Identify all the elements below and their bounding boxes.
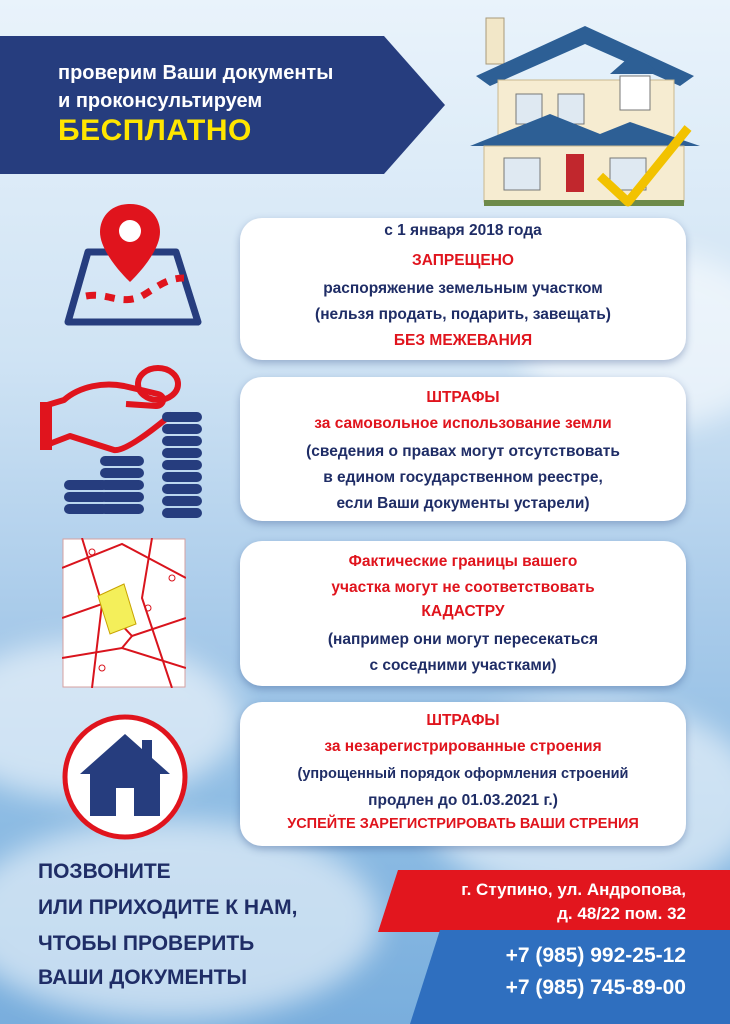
- phone-link-1[interactable]: +7 (985) 992-25-12: [505, 944, 686, 967]
- info-card-land-fines: [240, 377, 686, 521]
- card-line: если Ваши документы устарели): [336, 495, 590, 512]
- address-line-2: д. 48/22 пом. 32: [557, 904, 686, 923]
- card-line: Фактические границы вашего: [348, 553, 578, 570]
- house-circle-icon: [60, 712, 190, 842]
- card-line: (сведения о правах могут отсутствовать: [306, 443, 620, 460]
- card-line: ШТРАФЫ: [426, 389, 500, 406]
- card-line: УСПЕЙТЕ ЗАРЕГИСТРИРОВАТЬ ВАШИ СТРЕНИЯ: [287, 816, 639, 832]
- card-line: за самовольное использование земли: [314, 415, 612, 432]
- info-card-cadastre: [240, 541, 686, 686]
- cta-line: ПОЗВОНИТЕ: [38, 860, 171, 883]
- header-line-2: и проконсультируем: [58, 90, 263, 112]
- map-pin-icon: [58, 200, 208, 330]
- card-line: в едином государственном реестре,: [323, 469, 603, 486]
- info-card-building-fines: [240, 702, 686, 846]
- header-line-1: проверим Ваши документы: [58, 62, 334, 84]
- info-card-land-ban: [240, 218, 686, 360]
- card-line: ЗАПРЕЩЕНО: [412, 252, 514, 269]
- cadastral-map-icon: [62, 538, 186, 688]
- card-line: (например они могут пересекаться: [327, 631, 599, 648]
- card-line: за незарегистрированные строения: [324, 738, 602, 755]
- card-line: КАДАСТРУ: [421, 603, 505, 620]
- card-line: продлен до 01.03.2021 г.): [368, 792, 558, 809]
- card-line: (упрощенный порядок оформления строений: [297, 766, 629, 782]
- coins-hand-icon: [40, 362, 210, 522]
- card-line: с соседними участками): [369, 657, 557, 674]
- cta-line: ЧТОБЫ ПРОВЕРИТЬ: [38, 932, 255, 955]
- cloud-decoration: [0, 820, 380, 1020]
- header-free-label: БЕСПЛАТНО: [58, 114, 252, 147]
- card-line: распоряжение земельным участком: [323, 280, 603, 297]
- card-line: БЕЗ МЕЖЕВАНИЯ: [393, 332, 533, 349]
- address-line-1: г. Ступино, ул. Андропова,: [461, 880, 686, 899]
- card-line: участка могут не соответствовать: [331, 579, 595, 596]
- cta-line: ИЛИ ПРИХОДИТЕ К НАМ,: [38, 896, 298, 919]
- card-line: (нельзя продать, подарить, завещать): [315, 306, 611, 323]
- card-line: ШТРАФЫ: [426, 712, 500, 729]
- phone-link-2[interactable]: +7 (985) 745-89-00: [505, 976, 686, 999]
- cta-line: ВАШИ ДОКУМЕНТЫ: [38, 966, 248, 989]
- house-illustration-icon: [470, 14, 700, 214]
- card-line: с 1 января 2018 года: [384, 222, 542, 239]
